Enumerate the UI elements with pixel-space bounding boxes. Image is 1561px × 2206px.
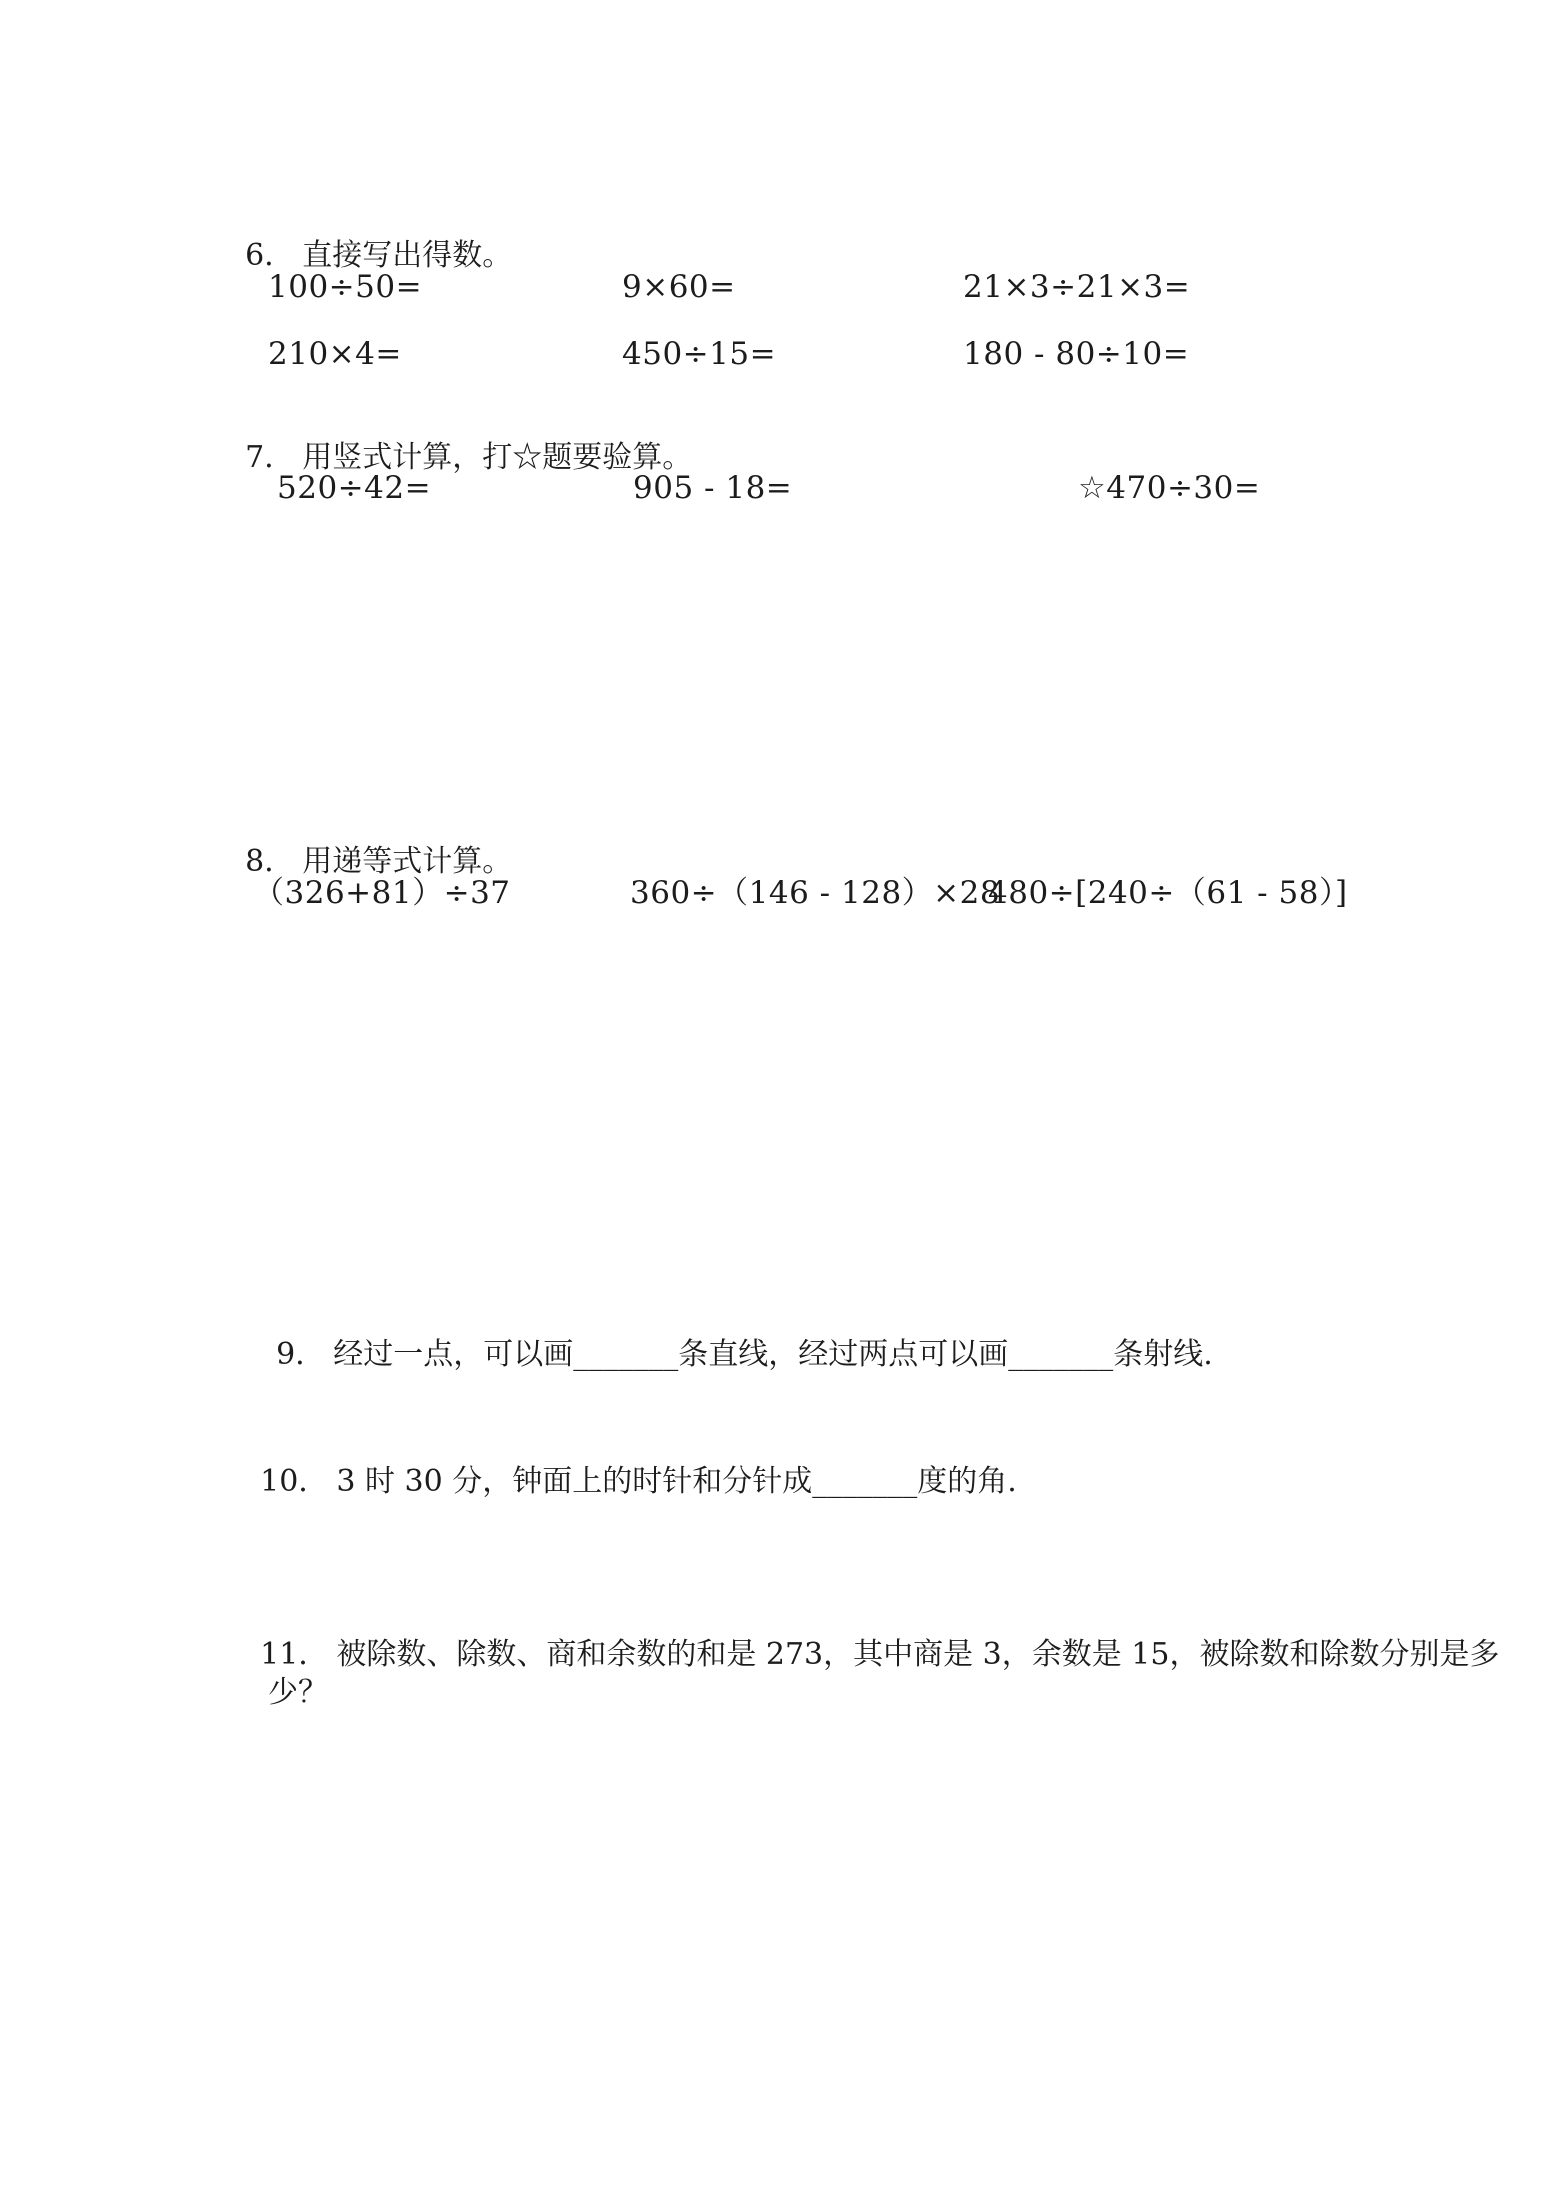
question-10-number: 10．	[260, 1463, 329, 1499]
q6-expression-4: 210×4=	[268, 336, 402, 372]
question-11-line-1	[222, 1603, 1499, 1707]
q8-expression-1: （326+81）÷37	[253, 875, 511, 911]
question-10-text	[222, 1430, 1017, 1534]
question-6-title: 直接写出得数。	[302, 237, 513, 273]
question-11-body-line-1: 被除数、除数、商和余数的和是 273，其中商是 3，余数是 15，被除数和除数分别是多	[336, 1636, 1500, 1672]
question-7-title: 用竖式计算，打☆题要验算。	[302, 439, 693, 475]
question-11-line-2: 少？	[268, 1675, 328, 1710]
q6-expression-3: 21×3÷21×3=	[963, 269, 1191, 305]
q7-expression-3: ☆470÷30=	[1078, 470, 1261, 506]
question-9-number: 9．	[276, 1336, 326, 1372]
question-8-title: 用递等式计算。	[302, 843, 513, 879]
question-11-number: 11．	[260, 1636, 329, 1672]
q6-expression-1: 100÷50=	[268, 269, 423, 305]
q6-expression-5: 450÷15=	[622, 336, 777, 372]
q7-expression-2: 905 - 18=	[633, 470, 793, 506]
q6-expression-6: 180 - 80÷10=	[963, 336, 1190, 372]
question-7-number: 7．	[245, 439, 295, 475]
q8-expression-2: 360÷（146 - 128）×28	[630, 875, 1001, 911]
question-8-number: 8．	[245, 843, 295, 879]
q8-expression-3: 480÷[240÷（61 - 58）]	[988, 875, 1348, 911]
q6-expression-2: 9×60=	[622, 269, 736, 305]
question-9-body: 经过一点，可以画_______条直线，经过两点可以画_______条射线.	[333, 1336, 1213, 1372]
question-9-text	[238, 1303, 1213, 1407]
q7-expression-1: 520÷42=	[277, 470, 432, 506]
question-6-number: 6．	[245, 237, 295, 273]
question-10-body: 3 时 30 分，钟面上的时针和分针成_______度的角.	[336, 1463, 1017, 1499]
